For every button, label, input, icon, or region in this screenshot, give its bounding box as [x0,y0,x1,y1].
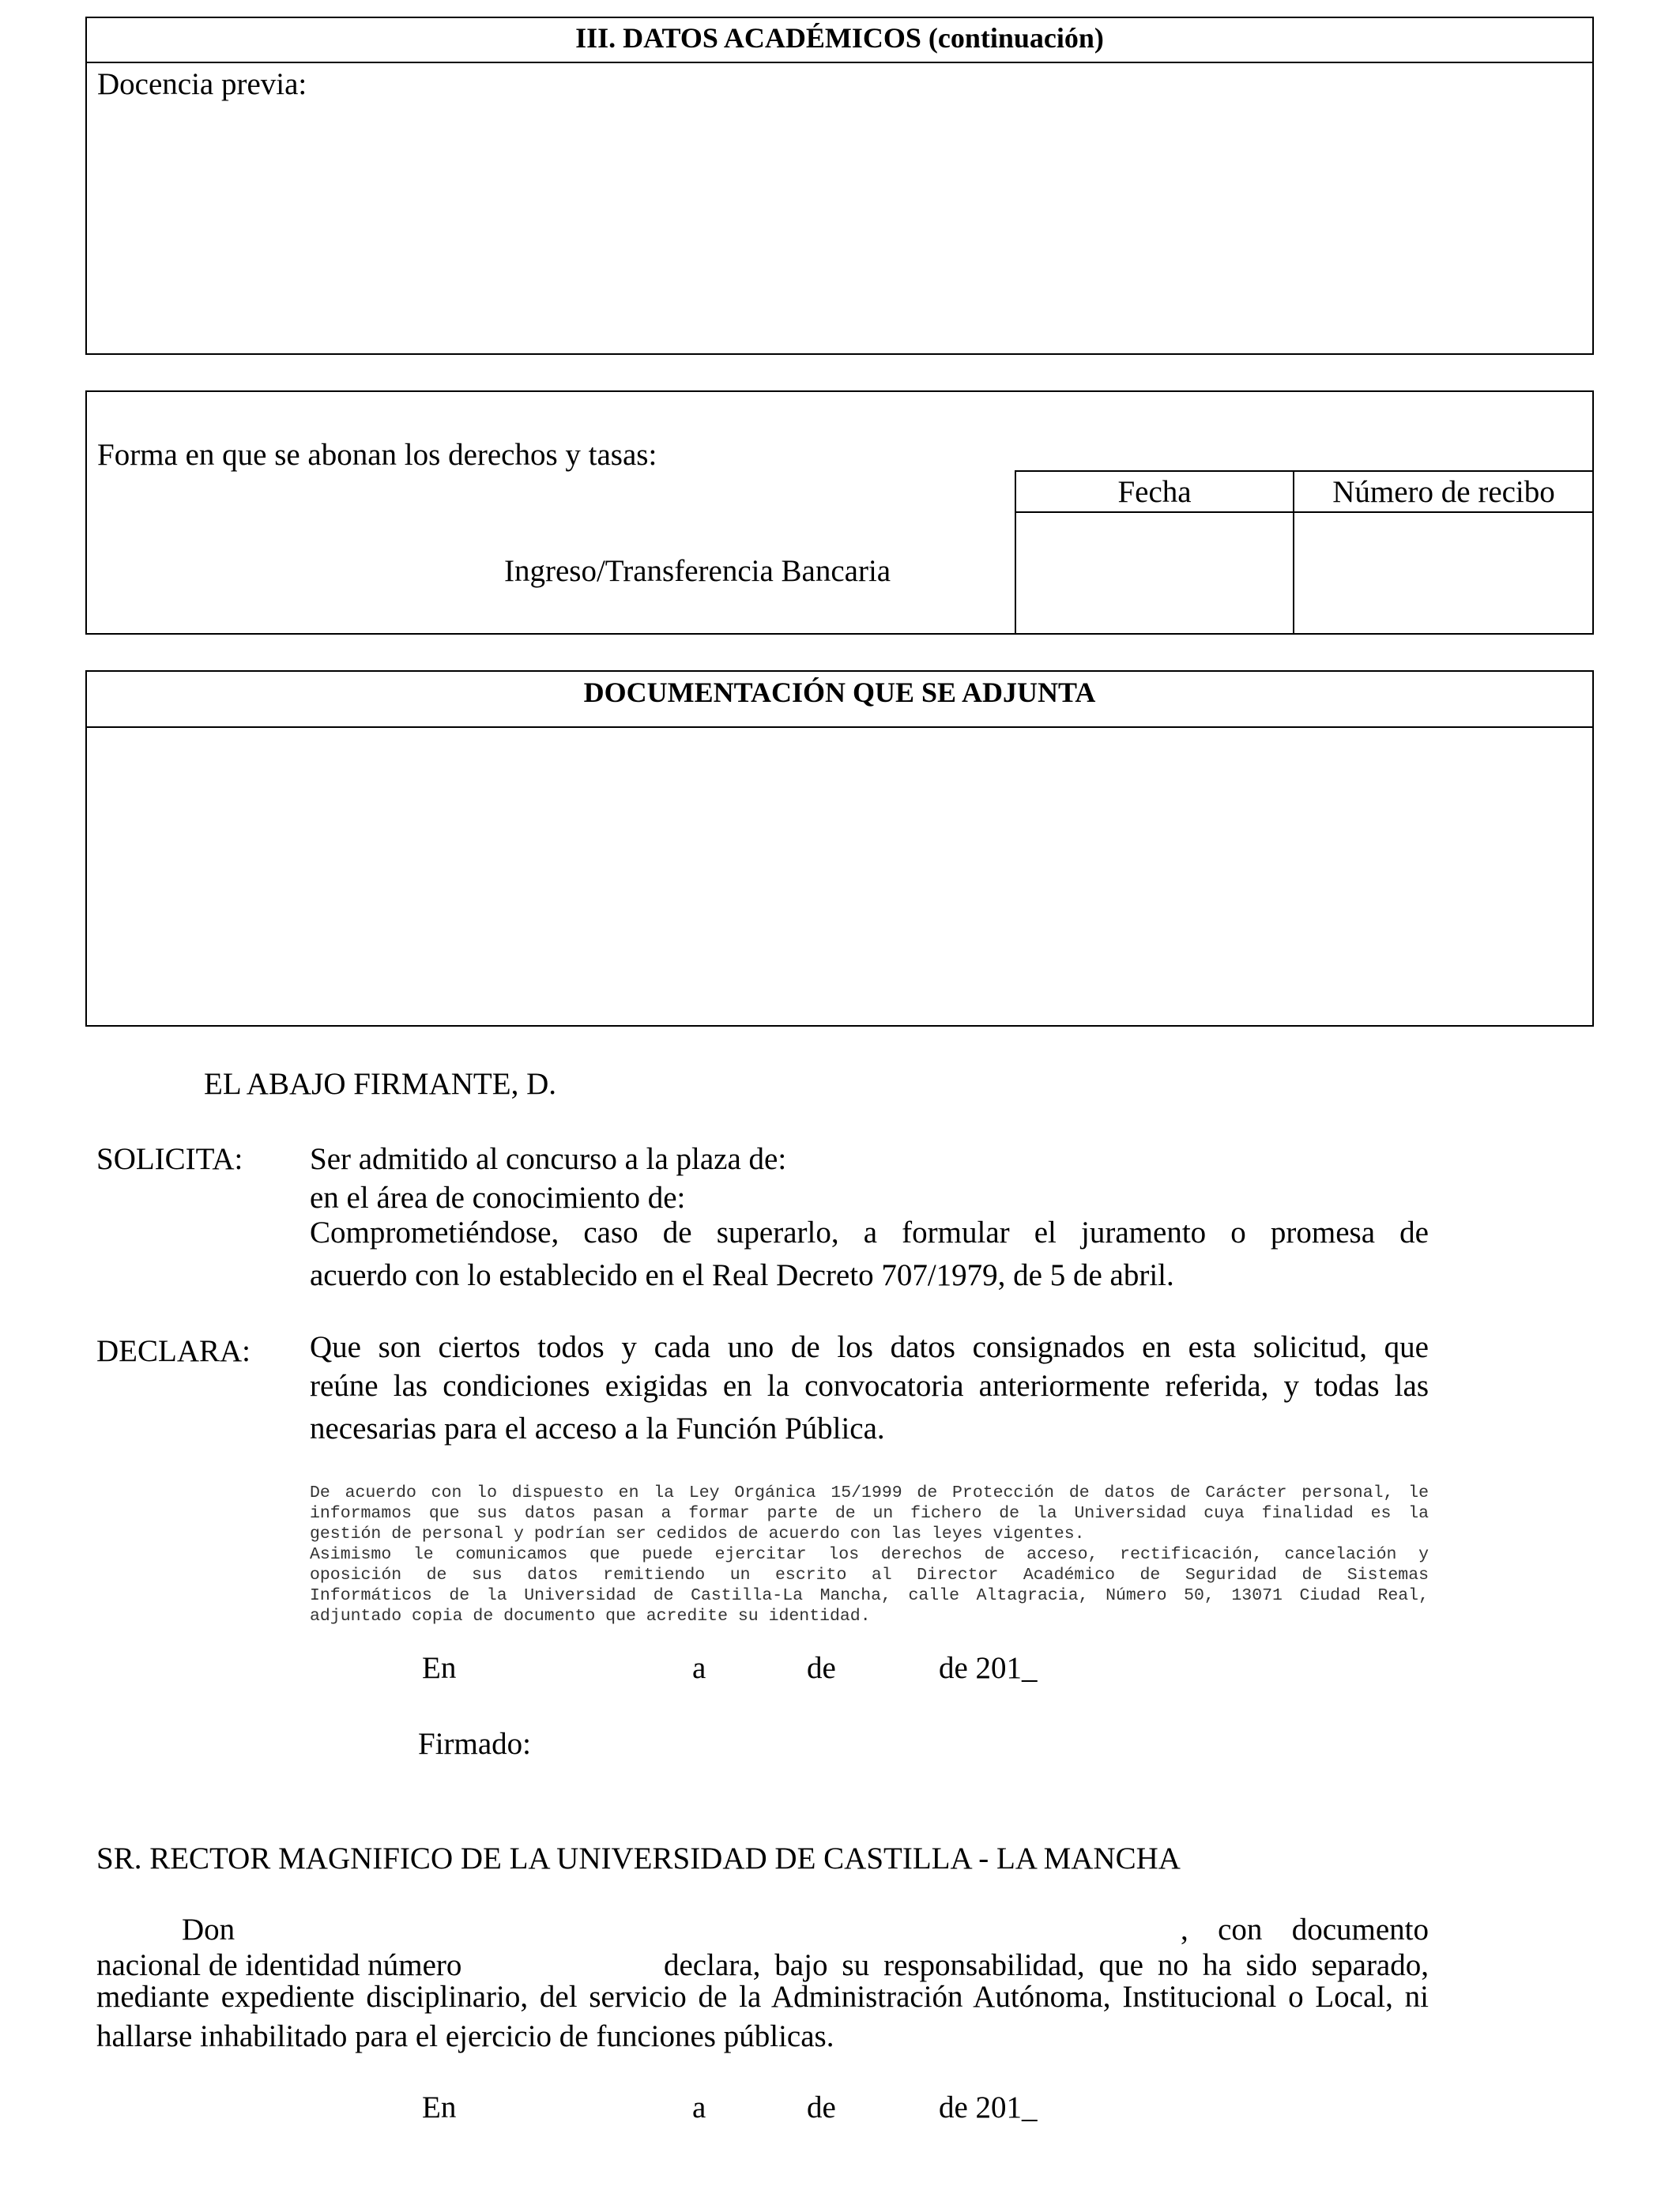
prior-teaching-field[interactable] [89,105,1591,352]
sworn-line-2b: declara, bajo su responsabilidad, que no ha sido separado, [664,1948,1429,1982]
declaration-label: DECLARA: [96,1334,250,1368]
request-line-3: Comprometiéndose, caso de superarlo, a formular el juramento o promesa de [310,1216,1429,1250]
place-date-2-a: a [692,2090,706,2124]
sworn-con-documento: , con documento [1181,1913,1429,1947]
place-date-2-city-field[interactable] [474,2088,680,2126]
receipt-number-field[interactable] [1296,515,1591,631]
place-date-1-city-field[interactable] [474,1649,680,1687]
prior-teaching-label: Docencia previa: [97,67,307,101]
signed-label: Firmado: [418,1727,531,1761]
request-line-1: Ser admitido al concurso a la plaza de: [310,1142,787,1176]
payment-method: Ingreso/Transferencia Bancaria [504,554,891,588]
documentation-field[interactable] [89,730,1591,1023]
privacy-line-7: adjuntado copia de documento que acredite su identidad. [310,1607,871,1626]
addressee-text: SR. RECTOR MAGNIFICO DE LA UNIVERSIDAD DE CASTILLA - LA MANCHA [96,1842,1181,1875]
request-label: SOLICITA: [96,1142,243,1176]
date-column-header: Fecha [1117,475,1192,509]
place-date-1-en: En [422,1651,457,1685]
header-divider [87,62,1592,63]
privacy-line-3: gestión de personal y podrían ser cedidos de acuerdo con las leyes vigentes. [310,1525,1085,1544]
receipt-column-header: Número de recibo [1332,475,1555,509]
place-date-2-month-field[interactable] [846,2088,932,2126]
sworn-line-4: hallarse inhabilitado para el ejercicio de funciones públicas. [96,2019,834,2053]
place-date-2-de-year: de 201_ [939,2090,1038,2124]
place-date-2-day-field[interactable] [716,2088,795,2126]
sworn-line-2a: nacional de identidad número [96,1948,462,1982]
place-date-1-de-year: de 201_ [939,1651,1038,1685]
place-date-2-en: En [422,2090,457,2124]
place-date-1-a: a [692,1651,706,1685]
place-date-1-month-field[interactable] [846,1649,932,1687]
declaration-line-2: reúne las condiciones exigidas en la convocatoria anteriormente referida, y todas las [310,1369,1429,1403]
privacy-line-2: informamos que sus datos pasan a formar parte de un fichero de la Universidad cuya finalidad es la [310,1504,1429,1523]
signature-field[interactable] [553,1715,1106,1770]
documentation-header-divider [87,726,1592,728]
academic-section [85,17,1594,355]
payment-label: Forma en que se abonan los derechos y tasas: [97,438,657,472]
request-line-4: acuerdo con lo establecido en el Real Decreto 707/1979, de 5 de abril. [310,1258,1174,1292]
signer-label: EL ABAJO FIRMANTE, D. [204,1067,556,1101]
privacy-line-1: De acuerdo con lo dispuesto en la Ley Orgánica 15/1999 de Protección de datos de Carácter personal, le [310,1483,1429,1502]
sworn-don: Don [182,1913,235,1947]
privacy-line-6: Informáticos de la Universidad de Castilla-La Mancha, calle Altagracia, Número 50, 13071 Ciudad Real, [310,1586,1429,1605]
privacy-line-4: Asimismo le comunicamos que puede ejercitar los derechos de acceso, rectificación, cancelación y [310,1545,1429,1564]
payment-section [85,390,1594,635]
documentation-section [85,670,1594,1027]
place-date-1-de-month: de [807,1651,836,1685]
sworn-line-3: mediante expediente disciplinario, del servicio de la Administración Autónoma, Institucional o Local, ni [96,1980,1429,2014]
place-date-2-de-month: de [807,2090,836,2124]
declaration-line-3: necesarias para el acceso a la Función Pública. [310,1412,885,1446]
academic-header: III. DATOS ACADÉMICOS (continuación) [575,22,1104,54]
place-date-1-day-field[interactable] [716,1649,795,1687]
documentation-header: DOCUMENTACIÓN QUE SE ADJUNTA [583,677,1096,708]
request-line-2: en el área de conocimiento de: [310,1181,686,1215]
declaration-line-1: Que son ciertos todos y cada uno de los datos consignados en esta solicitud, que [310,1330,1429,1364]
sworn-name-field[interactable] [253,1908,1170,1946]
payment-table-top-border [1015,470,1592,472]
privacy-line-5: oposición de sus datos remitiendo un escrito al Director Académico de Seguridad de Sistemas [310,1566,1429,1585]
sworn-id-number-field[interactable] [490,1944,656,1982]
payment-table-header-divider [1015,511,1592,513]
payment-date-field[interactable] [1018,515,1291,631]
